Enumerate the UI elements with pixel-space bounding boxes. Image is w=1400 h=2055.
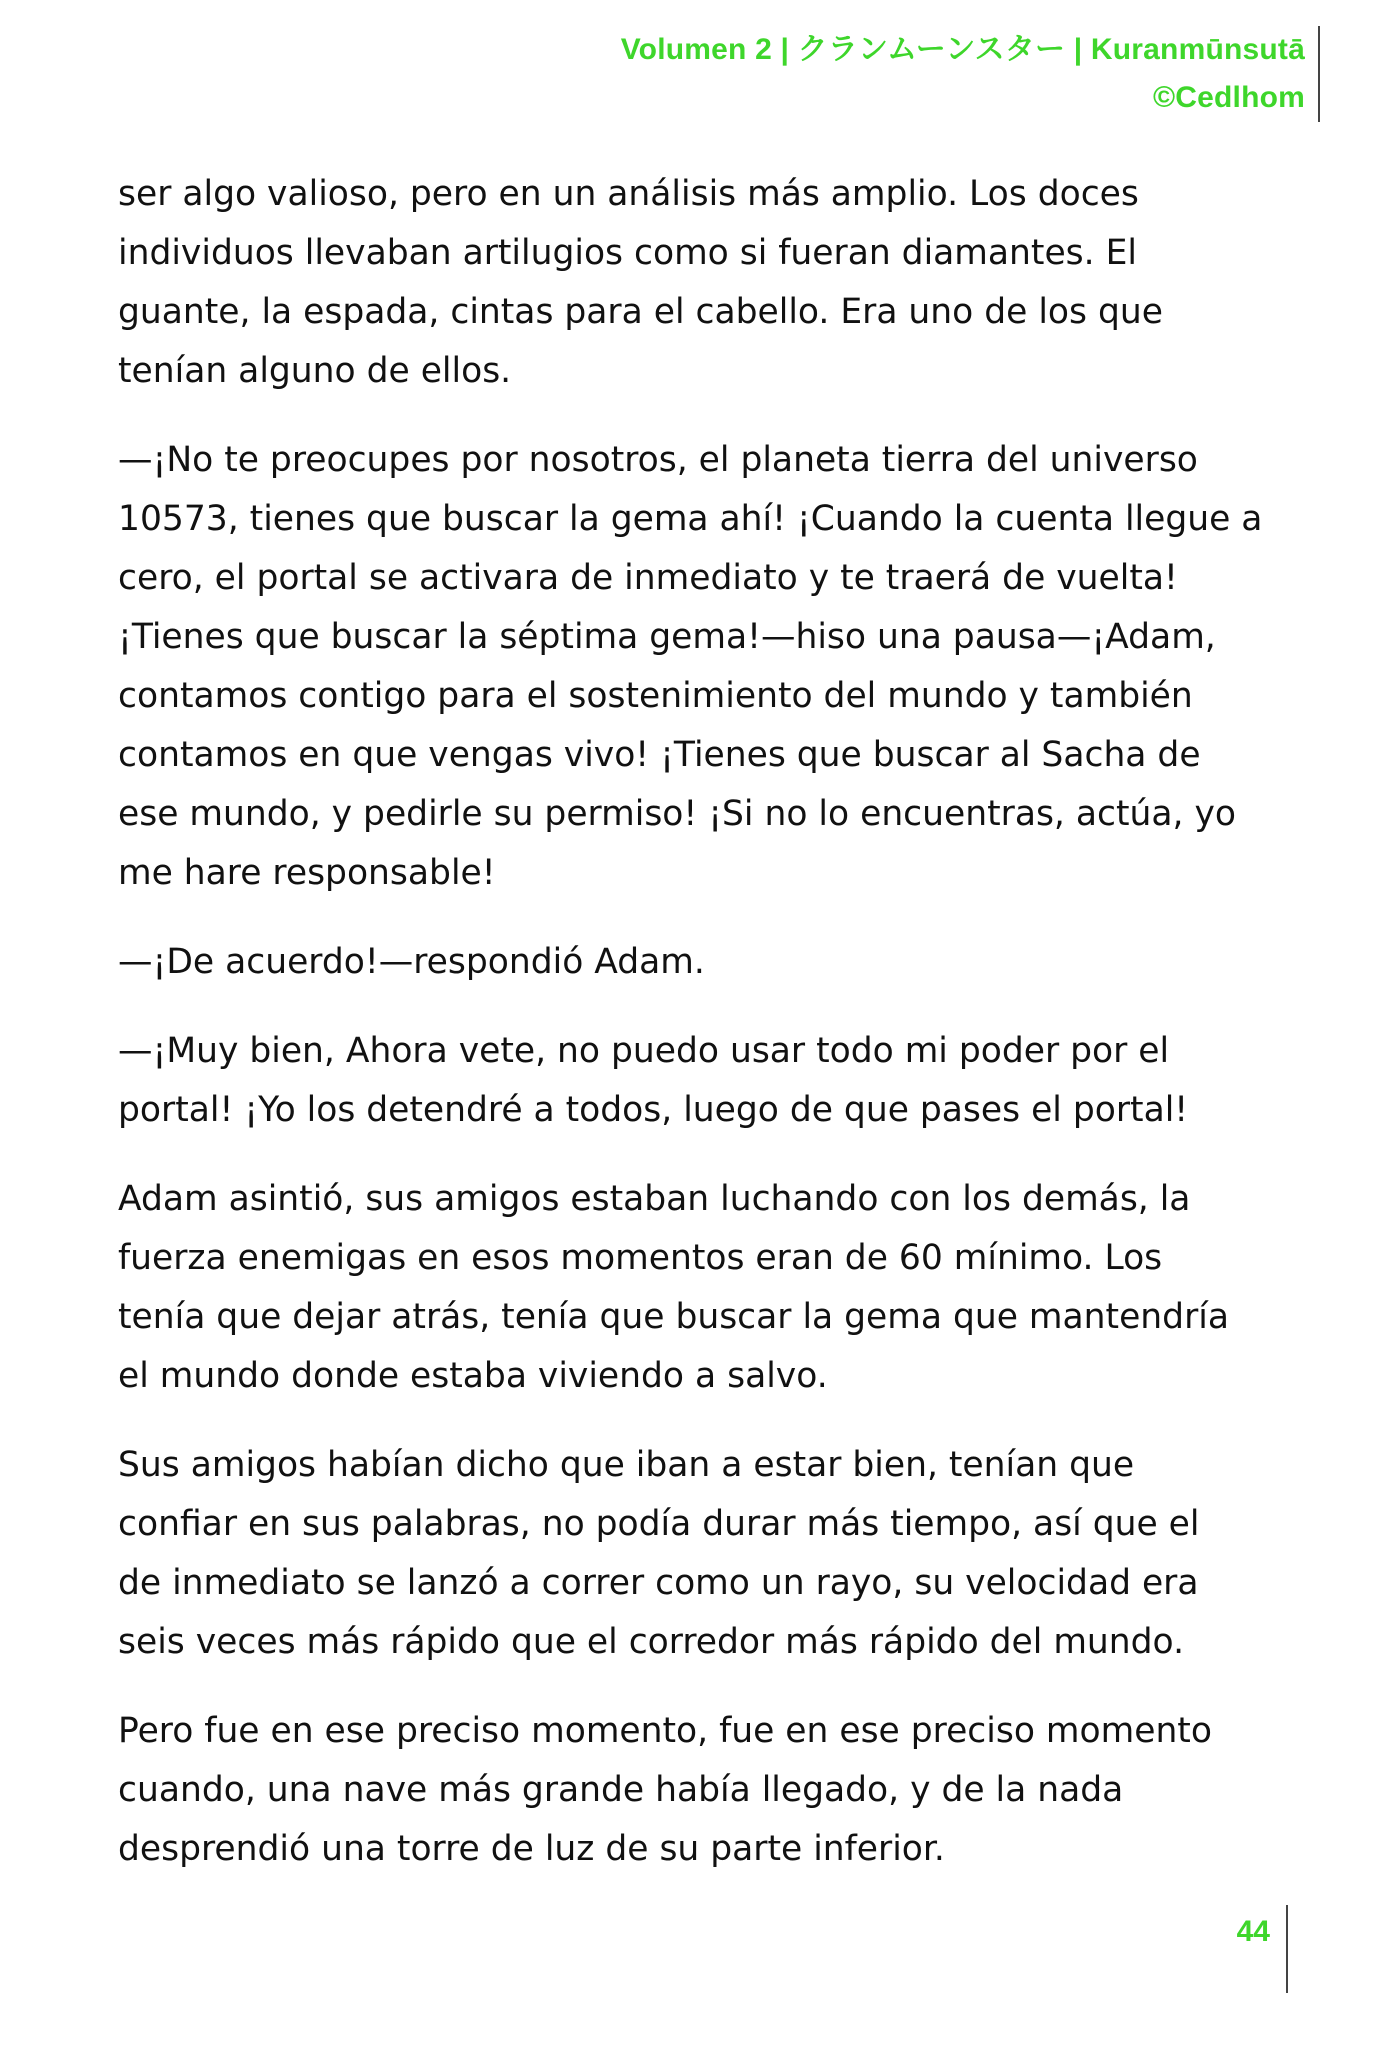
paragraph	[118, 1170, 1308, 1406]
text-line: cuando, una nave más grande había llegado, y de la nada	[118, 1770, 1124, 1810]
header-volume-title: Volumen 2 | クランムーンスター | Kuranmūnsutā	[620, 33, 1305, 66]
text-line: —¡No te preocupes por nosotros, el planeta tierra del universo	[118, 440, 1198, 480]
text-line: fuerza enemigas en esos momentos eran de 60 mínimo. Los	[118, 1238, 1163, 1278]
text-line: guante, la espada, cintas para el cabello. Era uno de los que	[118, 292, 1163, 332]
running-header	[621, 26, 1305, 122]
text-line: Adam asintió, sus amigos estaban luchando con los demás, la	[118, 1179, 1191, 1219]
paragraph	[118, 933, 1308, 992]
text-line: tenía que dejar atrás, tenía que buscar la gema que mantendría	[118, 1297, 1229, 1337]
header-divider	[1318, 26, 1320, 122]
footer-divider	[1286, 1905, 1288, 1993]
text-line: desprendió una torre de luz de su parte inferior.	[118, 1829, 945, 1869]
text-line: seis veces más rápido que el corredor más rápido del mundo.	[118, 1622, 1185, 1662]
text-line: me hare responsable!	[118, 853, 496, 893]
header-copyright: ©Cedlhom	[1152, 81, 1305, 114]
text-line: Sus amigos habían dicho que iban a estar bien, tenían que	[118, 1445, 1135, 1485]
page-number: 44	[1236, 1915, 1270, 1948]
paragraph	[118, 1436, 1308, 1672]
text-line: confiar en sus palabras, no podía durar más tiempo, así que el	[118, 1504, 1200, 1544]
paragraph	[118, 1702, 1308, 1879]
text-line: ese mundo, y pedirle su permiso! ¡Si no lo encuentras, actúa, yo	[118, 794, 1236, 834]
paragraph	[118, 1022, 1308, 1140]
text-line: cero, el portal se activara de inmediato y te traerá de vuelta!	[118, 558, 1178, 598]
text-line: el mundo donde estaba viviendo a salvo.	[118, 1356, 828, 1396]
text-line: Pero fue en ese preciso momento, fue en ese preciso momento	[118, 1711, 1212, 1751]
text-line: —¡De acuerdo!—respondió Adam.	[118, 942, 705, 982]
text-line: contamos en que vengas vivo! ¡Tienes que buscar al Sacha de	[118, 735, 1201, 775]
text-line: portal! ¡Yo los detendré a todos, luego de que pases el portal!	[118, 1090, 1189, 1130]
text-line: tenían alguno de ellos.	[118, 351, 512, 391]
text-line: 10573, tienes que buscar la gema ahí! ¡Cuando la cuenta llegue a	[118, 499, 1263, 539]
page-body	[118, 165, 1308, 1909]
paragraph	[118, 431, 1308, 903]
paragraph	[118, 165, 1308, 401]
text-line: individuos llevaban artilugios como si fueran diamantes. El	[118, 233, 1137, 273]
text-line: contamos contigo para el sostenimiento del mundo y también	[118, 676, 1193, 716]
text-line: ¡Tienes que buscar la séptima gema!—hiso una pausa—¡Adam,	[118, 617, 1216, 657]
text-line: de inmediato se lanzó a correr como un rayo, su velocidad era	[118, 1563, 1199, 1603]
text-line: ser algo valioso, pero en un análisis más amplio. Los doces	[118, 174, 1139, 214]
text-line: —¡Muy bien, Ahora vete, no puedo usar todo mi poder por el	[118, 1031, 1170, 1071]
